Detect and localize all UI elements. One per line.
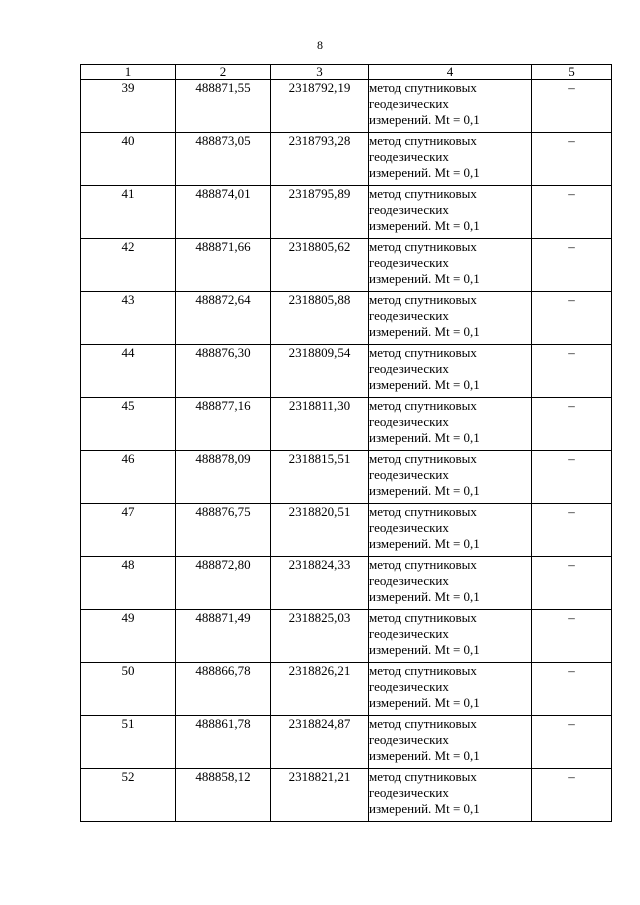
method-line: измерений. Mt = 0,1: [369, 271, 480, 286]
method-line: измерений. Mt = 0,1: [369, 430, 480, 445]
method-line: метод спутниковых: [369, 239, 477, 254]
point-number-cell: 46: [81, 451, 176, 504]
table-row: [81, 716, 612, 769]
method-cell: [369, 239, 532, 292]
table-row: [81, 557, 612, 610]
point-number-cell: 51: [81, 716, 176, 769]
note-cell: –: [532, 398, 612, 451]
x-coordinate-cell: 488861,78: [176, 716, 271, 769]
method-line: измерений. Mt = 0,1: [369, 748, 480, 763]
x-coordinate-cell: 488876,30: [176, 345, 271, 398]
point-number-cell: 45: [81, 398, 176, 451]
method-cell: [369, 663, 532, 716]
y-coordinate-cell: 2318805,62: [271, 239, 369, 292]
y-coordinate-cell: 2318815,51: [271, 451, 369, 504]
table-row: [81, 610, 612, 663]
method-line: измерений. Mt = 0,1: [369, 642, 480, 657]
column-header: 2: [176, 65, 271, 80]
x-coordinate-cell: 488872,80: [176, 557, 271, 610]
method-line: измерений. Mt = 0,1: [369, 536, 480, 551]
table-row: [81, 186, 612, 239]
x-coordinate-cell: 488876,75: [176, 504, 271, 557]
note-cell: –: [532, 292, 612, 345]
point-number-cell: 43: [81, 292, 176, 345]
method-line: метод спутниковых: [369, 133, 477, 148]
y-coordinate-cell: 2318824,87: [271, 716, 369, 769]
note-cell: –: [532, 239, 612, 292]
y-coordinate-cell: 2318825,03: [271, 610, 369, 663]
column-header: 5: [532, 65, 612, 80]
note-cell: –: [532, 133, 612, 186]
point-number-cell: 44: [81, 345, 176, 398]
table-row: [81, 133, 612, 186]
method-line: метод спутниковых: [369, 663, 477, 678]
y-coordinate-cell: 2318824,33: [271, 557, 369, 610]
page-number: 8: [317, 38, 323, 52]
table-body: [81, 80, 612, 822]
method-line: метод спутниковых: [369, 186, 477, 201]
table-row: [81, 451, 612, 504]
method-line: измерений. Mt = 0,1: [369, 324, 480, 339]
method-line: метод спутниковых: [369, 716, 477, 731]
method-cell: [369, 557, 532, 610]
table-row: [81, 398, 612, 451]
method-line: геодезических: [369, 679, 449, 694]
method-line: измерений. Mt = 0,1: [369, 801, 480, 816]
method-line: измерений. Mt = 0,1: [369, 218, 480, 233]
note-cell: –: [532, 345, 612, 398]
x-coordinate-cell: 488878,09: [176, 451, 271, 504]
method-line: геодезических: [369, 626, 449, 641]
x-coordinate-cell: 488858,12: [176, 769, 271, 822]
method-line: геодезических: [369, 573, 449, 588]
note-cell: –: [532, 504, 612, 557]
note-cell: –: [532, 80, 612, 133]
method-line: метод спутниковых: [369, 292, 477, 307]
y-coordinate-cell: 2318811,30: [271, 398, 369, 451]
table-row: [81, 769, 612, 822]
note-cell: –: [532, 186, 612, 239]
point-number-cell: 48: [81, 557, 176, 610]
point-number-cell: 40: [81, 133, 176, 186]
method-cell: [369, 80, 532, 133]
method-line: метод спутниковых: [369, 80, 477, 95]
table-row: [81, 345, 612, 398]
method-line: измерений. Mt = 0,1: [369, 377, 480, 392]
method-line: измерений. Mt = 0,1: [369, 112, 480, 127]
method-cell: [369, 451, 532, 504]
point-number-cell: 39: [81, 80, 176, 133]
method-line: измерений. Mt = 0,1: [369, 589, 480, 604]
method-cell: [369, 610, 532, 663]
y-coordinate-cell: 2318793,28: [271, 133, 369, 186]
method-line: геодезических: [369, 202, 449, 217]
column-header: 3: [271, 65, 369, 80]
method-cell: [369, 716, 532, 769]
method-line: измерений. Mt = 0,1: [369, 695, 480, 710]
method-line: геодезических: [369, 361, 449, 376]
method-line: метод спутниковых: [369, 610, 477, 625]
method-line: геодезических: [369, 414, 449, 429]
column-header: 1: [81, 65, 176, 80]
x-coordinate-cell: 488871,49: [176, 610, 271, 663]
method-line: геодезических: [369, 520, 449, 535]
table-row: [81, 504, 612, 557]
method-line: метод спутниковых: [369, 769, 477, 784]
x-coordinate-cell: 488866,78: [176, 663, 271, 716]
table-row: [81, 80, 612, 133]
x-coordinate-cell: 488873,05: [176, 133, 271, 186]
table-row: [81, 663, 612, 716]
method-line: геодезических: [369, 308, 449, 323]
coordinates-table: [80, 64, 612, 822]
point-number-cell: 49: [81, 610, 176, 663]
note-cell: –: [532, 769, 612, 822]
y-coordinate-cell: 2318820,51: [271, 504, 369, 557]
y-coordinate-cell: 2318792,19: [271, 80, 369, 133]
method-line: геодезических: [369, 467, 449, 482]
x-coordinate-cell: 488871,66: [176, 239, 271, 292]
method-line: метод спутниковых: [369, 451, 477, 466]
method-cell: [369, 186, 532, 239]
note-cell: –: [532, 557, 612, 610]
method-cell: [369, 292, 532, 345]
method-line: измерений. Mt = 0,1: [369, 165, 480, 180]
method-line: метод спутниковых: [369, 504, 477, 519]
y-coordinate-cell: 2318821,21: [271, 769, 369, 822]
method-line: геодезических: [369, 96, 449, 111]
method-cell: [369, 398, 532, 451]
table-header-row: [81, 65, 612, 80]
table-row: [81, 239, 612, 292]
note-cell: –: [532, 716, 612, 769]
point-number-cell: 47: [81, 504, 176, 557]
method-line: геодезических: [369, 149, 449, 164]
point-number-cell: 42: [81, 239, 176, 292]
point-number-cell: 41: [81, 186, 176, 239]
method-line: геодезических: [369, 785, 449, 800]
method-cell: [369, 769, 532, 822]
method-line: геодезических: [369, 732, 449, 747]
note-cell: –: [532, 663, 612, 716]
method-cell: [369, 345, 532, 398]
method-cell: [369, 133, 532, 186]
note-cell: –: [532, 610, 612, 663]
column-header: 4: [369, 65, 532, 80]
x-coordinate-cell: 488872,64: [176, 292, 271, 345]
y-coordinate-cell: 2318795,89: [271, 186, 369, 239]
note-cell: –: [532, 451, 612, 504]
y-coordinate-cell: 2318826,21: [271, 663, 369, 716]
method-line: измерений. Mt = 0,1: [369, 483, 480, 498]
y-coordinate-cell: 2318809,54: [271, 345, 369, 398]
point-number-cell: 50: [81, 663, 176, 716]
x-coordinate-cell: 488871,55: [176, 80, 271, 133]
y-coordinate-cell: 2318805,88: [271, 292, 369, 345]
method-line: метод спутниковых: [369, 345, 477, 360]
x-coordinate-cell: 488877,16: [176, 398, 271, 451]
method-line: геодезических: [369, 255, 449, 270]
point-number-cell: 52: [81, 769, 176, 822]
method-line: метод спутниковых: [369, 398, 477, 413]
method-cell: [369, 504, 532, 557]
method-line: метод спутниковых: [369, 557, 477, 572]
table-row: [81, 292, 612, 345]
x-coordinate-cell: 488874,01: [176, 186, 271, 239]
